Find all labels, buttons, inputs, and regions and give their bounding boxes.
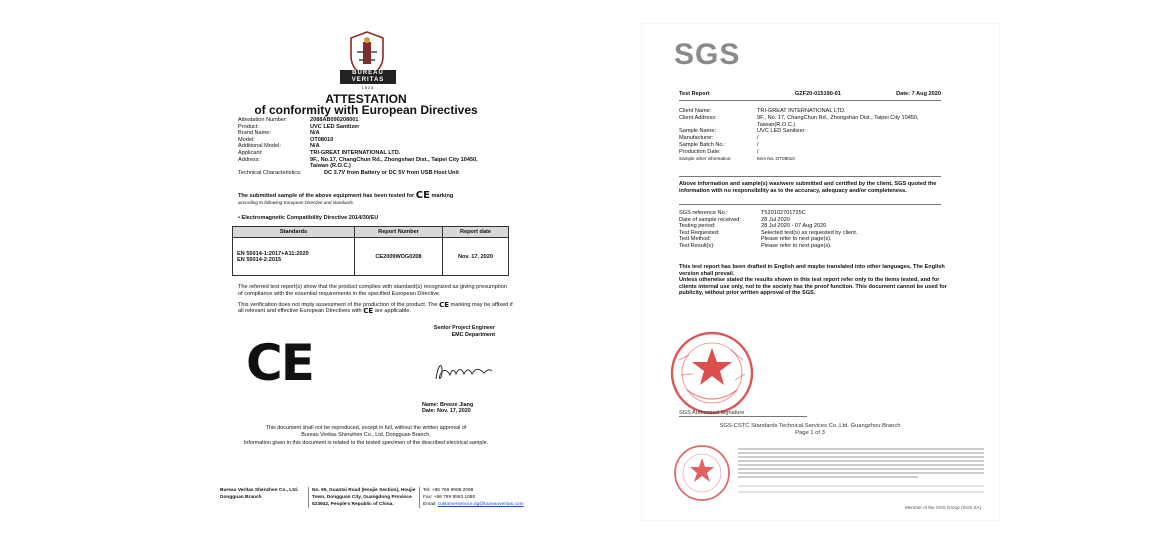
reference-fields: SGS reference No.: T520102701725C Date of sample received: 28 Jul 2020 Testing period: 28 Jul 2020 - 07 Aug 2020 Test Requested: Selected test(s) as requested by client. Test Method: Please refer to next page(s). Test Result(s): Please refer to next page(s). bbox=[679, 210, 858, 249]
signer-info: Name: Breeze Jiang Date: Nov. 17, 2020 bbox=[422, 402, 474, 415]
standards-table bbox=[232, 226, 509, 276]
table-row: EN 55014-1:2017+A11:2020 EN 55014-2:2015 CE2009WDG0208 Nov. 17, 2020 bbox=[233, 238, 509, 276]
bureau-veritas-wordmark: BUREAU VERITAS 1828 bbox=[340, 70, 396, 91]
disclaimer: This document shall not be reproduced, except in full, without the written approval of Bureau Veritas Shenzhen Co., Ltd. Dongguan Branch. Information given in this document is related to the tested specimen of the described electrical sample. bbox=[243, 425, 489, 446]
above-info-text: Above information and sample(s) was/were submitted and certified by the client, SGS quoted the information with no responsibility as to the accuracy, adequacy and/or completeness. bbox=[679, 181, 937, 194]
report-notes: This test report has been drafted in English and maybe translated into other languages, The English version shall prevail. Unless otherwise stated the results shown in this test report refer only to the items tested, and for clients internal use only, not to the society has the proof function. This document cannot be used for publicity, without prior written approval of the SGS. bbox=[679, 264, 947, 297]
submitted-sample-text: The submitted sample of the above equipment has been tested for CE marking according to following European Directive and standards. bbox=[238, 190, 454, 205]
attestation-subtitle: of conformity with European Directives bbox=[254, 103, 478, 117]
footer-address: No. 95, Guantai Road (Houjie Section), Houjie Town, Dongguan City, Guangdong Province 523942, People's Republic of China. bbox=[308, 487, 415, 508]
compliance-text: The referred test report(s) show that the product complies with standard(s) recognized as giving presumption of compliance with the essential requirements in the specified European Directive. This verification does not imply assessment of the production of the product. The CE marking may be affixed if all relevant and effective European Directives with CE are applicable. bbox=[238, 284, 513, 316]
col-report-date: Report date bbox=[443, 227, 509, 238]
footer-contact: Tel: +86 769 8998 2098 Fax: +86 769 8593 1080 Email: customerservice.dg@bureauveritas.com bbox=[419, 487, 524, 508]
attestation-title: ATTESTATION bbox=[325, 92, 407, 106]
sgs-logo: SGS bbox=[674, 38, 741, 71]
sgs-seal-icon bbox=[673, 444, 731, 502]
ce-mark-inline: CE bbox=[415, 190, 430, 201]
signature-icon bbox=[432, 357, 496, 385]
divider bbox=[679, 176, 941, 177]
footer-email-link[interactable]: customerservice.dg@bureauveritas.com bbox=[437, 502, 524, 507]
col-report-number: Report Number bbox=[355, 227, 443, 238]
attestation-fields: Attestation Number: 2088AB090208001 Product: UVC LED Sanitizer Brand Name: N/A Model: OT08010 Additional Model: N/A Applicant: TRI-GREAT INTERNATIONAL LTD. Address: 9F., No.17, ChangChun Rd., Zhongshan Dist., Taipei City 10450, Taiwan (R.O.C.) Technical Characteristics: DC 3.7V from Battery or DC 5V from USB Host Unit bbox=[238, 117, 478, 176]
authorized-signature-label: SGS Authorized Signature bbox=[679, 410, 745, 416]
sgs-member-text: Member of the SGS Group (SGS SA) bbox=[905, 505, 982, 510]
col-standards: Standards bbox=[233, 227, 355, 238]
svg-text:Breeze: Breeze bbox=[432, 357, 436, 358]
divider bbox=[679, 100, 941, 101]
emc-directive: • Electromagnetic Compatibility Directive 2014/30/EU bbox=[238, 215, 379, 221]
engineer-title: Senior Project Engineer EMC Department bbox=[433, 325, 495, 338]
footer-company: Bureau Veritas Shenzhen Co., Ltd. Dongguan Branch bbox=[220, 488, 299, 500]
company-seal-icon bbox=[669, 330, 755, 416]
divider bbox=[679, 416, 807, 417]
ce-mark-icon: CE bbox=[246, 334, 313, 392]
divider bbox=[679, 204, 941, 205]
report-header: Test Report GZF20-015190-01 Date: 7 Aug 2020 bbox=[679, 91, 941, 97]
terms-fine-print-icon bbox=[738, 446, 984, 496]
client-fields: Client Name: TRI-GREAT INTERNATIONAL LTD. Client Address: 9F., No. 17, ChangChun Rd., Zhongshan Dist., Taipei City 10450, Taiwan(R.O.C.) Sample Name: UVC LED Sanitizer Manufacturer: / Sample Batch No.: / Production Date: / Sample other information: Item No.:OT08010 bbox=[679, 108, 919, 161]
branch-info: SGS-CSTC Standards Technical Services Co.,Ltd. Guangzhou Branch Page 1 of 3 bbox=[719, 423, 901, 437]
